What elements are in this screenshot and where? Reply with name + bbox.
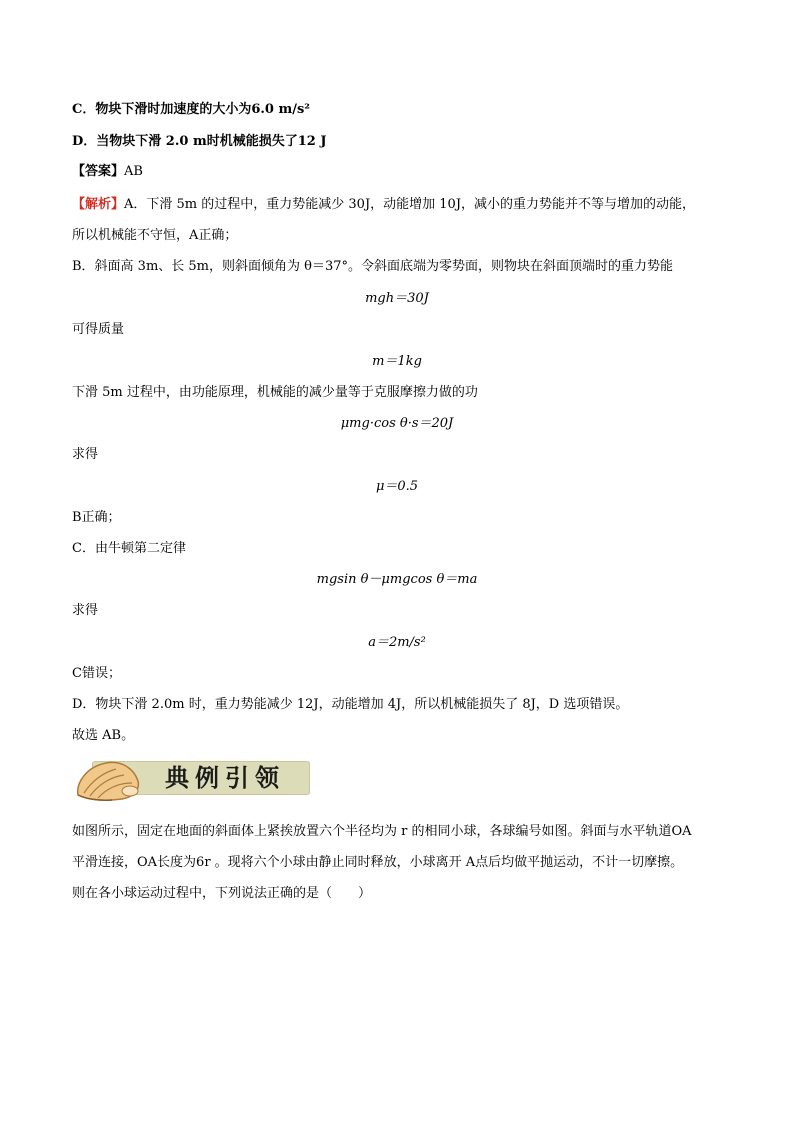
problem-line-1: 如图所示，固定在地面的斜面体上紧挨放置六个半径均为 r 的相同小球，各球编号如图。斜面与水平轨道OA: [72, 824, 692, 839]
analysis-a-text1: A．下滑 5m 的过程中，重力势能减少 30J，动能增加 10J，减小的重力势能并不等与增加的动能，: [124, 197, 696, 212]
equation-mgh: mgh＝30J: [365, 291, 429, 306]
text-work: 下滑 5m 过程中，由功能原理，机械能的减少量等于克服摩擦力做的功: [72, 385, 478, 400]
answer-line: [72, 162, 143, 182]
analysis-c-line1: C．由牛顿第二定律: [72, 541, 186, 556]
option-d: D．当物块下滑 2.0 m时机械能损失了12 J: [72, 134, 327, 149]
problem-line-2: 平滑连接，OA长度为6r 。现将六个小球由静止同时释放，小球离开 A点后均做平抛运动，不计一切摩擦。: [72, 855, 684, 870]
analysis-a-line2: 所以机械能不守恒，A正确；: [72, 228, 238, 243]
equation-a: a＝2m/s²: [368, 635, 426, 650]
analysis-b-line1: B．斜面高 3m、长 5m，则斜面倾角为 θ＝37°。令斜面底端为零势面，则物块在斜面顶端时的重力势能: [72, 259, 674, 274]
text-mass: 可得质量: [72, 322, 125, 337]
b-correct: B正确；: [72, 510, 121, 525]
answer-value: AB: [124, 164, 143, 179]
problem-line-3: 则在各小球运动过程中，下列说法正确的是（ ）: [72, 886, 372, 901]
banner-title: 典例引领: [165, 763, 285, 792]
equation-friction: μmg·cos θ·s＝20J: [340, 416, 454, 431]
c-wrong: C错误；: [72, 666, 121, 681]
analysis-a-line1: [72, 195, 695, 215]
text-solve-1: 求得: [72, 447, 99, 462]
analysis-label: 【解析】: [72, 197, 125, 212]
section-banner: [72, 755, 312, 803]
analysis-d: D．物块下滑 2.0m 时，重力势能减少 12J，动能增加 4J，所以机械能损失了 8J，D 选项错误。: [72, 697, 629, 712]
equation-newton: mgsin θ－μmgcos θ＝ma: [316, 572, 478, 587]
answer-label: 【答案】: [72, 164, 125, 179]
option-c: C．物块下滑时加速度的大小为6.0 m/s²: [72, 102, 311, 117]
text-solve-2: 求得: [72, 603, 99, 618]
choose-answer: 故选 AB。: [72, 728, 135, 743]
equation-m: m＝1kg: [372, 354, 422, 369]
equation-mu: μ＝0.5: [375, 479, 419, 494]
